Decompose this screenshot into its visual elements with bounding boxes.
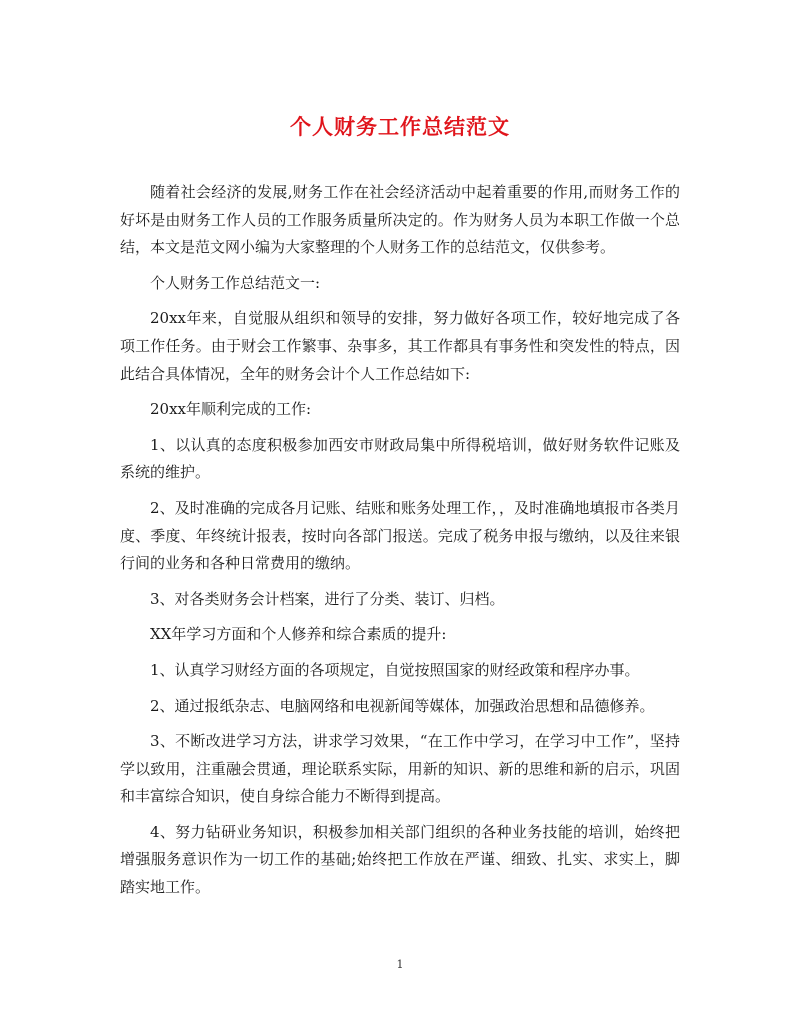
section-heading-1: 个人财务工作总结范文一: — [150, 273, 321, 292]
paragraph-intro: 随着社会经济的发展,财务工作在社会经济活动中起着重要的作用,而财务工作的好坏是由财务工作人员的工作服务质量所决定的。作为财务人员为本职工作做一个总结，本文是范文网小编为大家整理的个人财务工作的总结范文，仅供参考。 — [120, 183, 680, 257]
subheading-completed-work: 20xx年顺利完成的工作: — [150, 400, 312, 419]
list-item: 2、通过报纸杂志、电脑网络和电视新闻等媒体，加强政治思想和品德修养。 — [150, 696, 655, 715]
list-item: 1、认真学习财经方面的各项规定，自觉按照国家的财经政策和程序办事。 — [150, 660, 640, 679]
document-title: 个人财务工作总结范文 — [290, 114, 510, 139]
list-item: 3、对各类财务会计档案，进行了分类、装订、归档。 — [150, 589, 505, 608]
page-number: 1 — [396, 958, 404, 971]
subheading-learning: XX年学习方面和个人修养和综合素质的提升: — [150, 625, 447, 644]
list-item: 4、努力钻研业务知识，积极参加相关部门组织的各种业务技能的培训，始终把增强服务意识作为一切工作的基础;始终把工作放在严谨、细致、扎实、求实上，脚踏实地工作。 — [120, 822, 680, 897]
list-item: 3、不断改进学习方法，讲求学习效果，“在工作中学习，在学习中工作”，坚持学以致用，注重融会贯通，理论联系实际，用新的知识、新的思维和新的启示，巩固和丰富综合知识，使自身综合能力不断得到提高。 — [120, 732, 680, 806]
list-item: 2、及时准确的完成各月记账、结账和账务处理工作，，及时准确地填报市各类月度、季度、年终统计报表，按时向各部门报送。完成了税务申报与缴纳，以及往来银行间的业务和各种日常费用的缴纳。 — [120, 498, 680, 573]
list-item: 1、以认真的态度积极参加西安市财政局集中所得税培训，做好财务软件记账及系统的维护。 — [120, 435, 680, 482]
document-body — [120, 179, 680, 910]
paragraph-overview: 20xx年来，自觉服从组织和领导的安排，努力做好各项工作，较好地完成了各项工作任务。由于财会工作繁事、杂事多，其工作都具有事务性和突发性的特点，因此结合具体情况，全年的财务会计个人工作总结如下: — [120, 309, 680, 383]
